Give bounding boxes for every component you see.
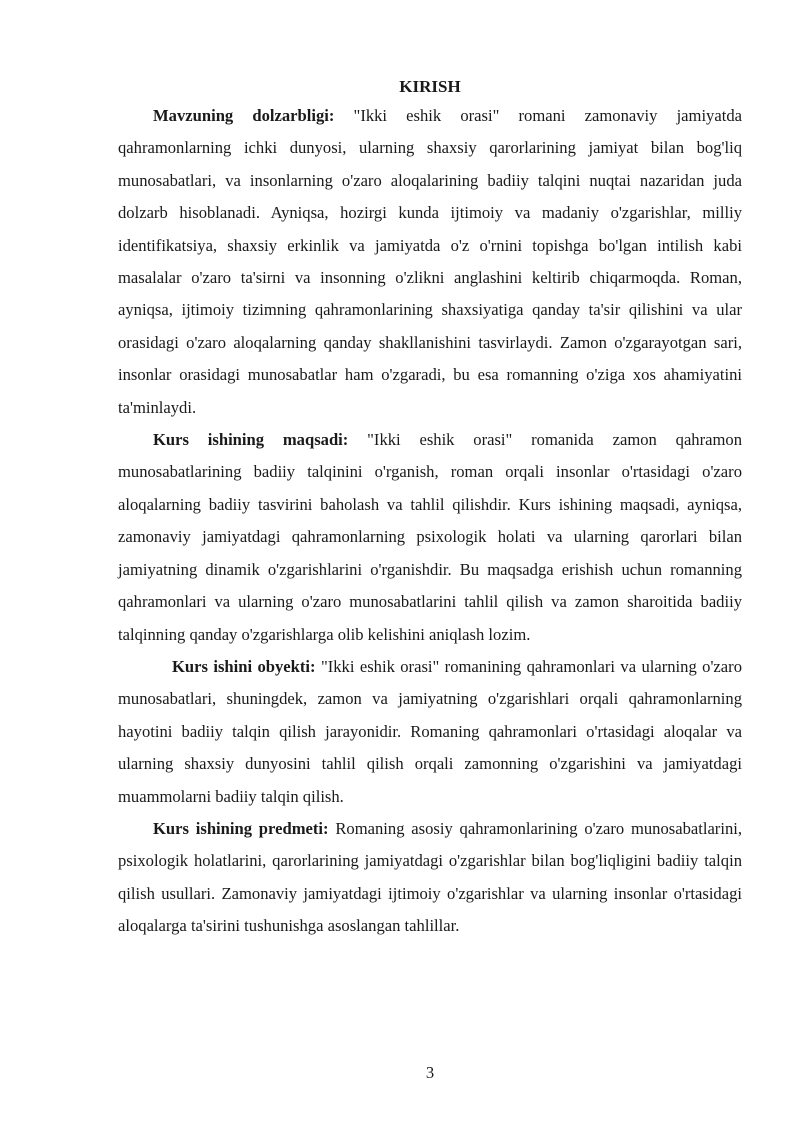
paragraph-lead: Kurs ishini obyekti:	[172, 656, 316, 676]
section-heading: KIRISH	[399, 77, 461, 96]
paragraph-lead: Kurs ishining predmeti:	[153, 818, 329, 838]
paragraph-text: Romaning asosiy qahramonlarining o'zaro munosabatlarini, psixologik holatlarini, qarorlarining jamiyatdagi o'zgarishlar bilan bog'liqligini badiiy talqin qilish usullari. Zamonaviy jamiyatdagi ijtimoiy o'zgarishlar va ularning insonlar o'rtasidagi aloqalarga ta'sirini tushunishga asoslangan tahlillar.	[118, 818, 743, 936]
paragraph-object	[118, 651, 742, 813]
paragraph-relevance	[118, 100, 742, 424]
paragraph-text: "Ikki eshik orasi" romanida zamon qahramon munosabatlarining badiiy talqinini o'rganish, roman orqali insonlar o'rtasidagi o'zaro aloqalarning badiiy tasvirini baholash va tahlil qilishdir. Kurs ishining maqsadi, ayniqsa, zamonaviy jamiyatdagi qahramonlarning psixologik holati va ularning qarorlari bilan jamiyatning dinamik o'zgarishlarini o'rganishdir. Bu maqsadga erishish uchun romanning qahramonlari va ularning o'zaro munosabatlarini tahlil qilish va zamon sharoitida badiiy talqinning qanday o'zgarishlarga olib kelishini aniqlash lozim.	[118, 430, 742, 644]
paragraph-subject	[118, 813, 742, 943]
document-page	[118, 74, 742, 943]
paragraph-lead: Kurs ishining maqsadi:	[153, 430, 349, 450]
page-number: 3	[425, 1063, 435, 1082]
paragraph-lead: Mavzuning dolzarbligi:	[153, 106, 335, 125]
paragraph-text: "Ikki eshik orasi" romani zamonaviy jamiyatda qahramonlarning ichki dunyosi, ularning shaxsiy qarorlarining jamiyat bilan bog'liq munosabatlari, va insonlarning o'zaro aloqalarining badiiy talqini nuqtai nazaridan juda dolzarb hisoblanadi. Ayniqsa, hozirgi kunda ijtimoiy va madaniy o'zgarishlar, milliy identifikatsiya, shaxsiy erkinlik va jamiyatda o'z o'rnini topishga bo'lgan intilish kabi masalalar o'zaro ta'sirni va insonning o'zlikni anglashini keltirib chiqarmoqda. Roman, ayniqsa, ijtimoiy tizimning qahramonlarining shaxsiyatiga qanday ta'sir qilishini va ular orasidagi o'zaro aloqalarning qanday shakllanishini tasvirlaydi. Zamon o'zgarayotgan sari, insonlar orasidagi munosabatlar ham o'zgaradi, bu esa romanning o'ziga xos ahamiyatini ta'minlaydi.	[118, 106, 742, 417]
paragraph-text: "Ikki eshik orasi" romanining qahramonlari va ularning o'zaro munosabatlari, shuningdek, zamon va jamiyatning o'zgarishlari orqali qahramonlarning hayotini badiiy talqin qilish jarayonidir. Romaning qahramonlari o'rtasidagi aloqalar va ularning shaxsiy dunyosini tahlil qilish orqali zamonning o'zgarishini va jamiyatdagi muammolarni badiiy talqin qilish.	[118, 656, 742, 806]
paragraph-goal	[118, 424, 742, 651]
